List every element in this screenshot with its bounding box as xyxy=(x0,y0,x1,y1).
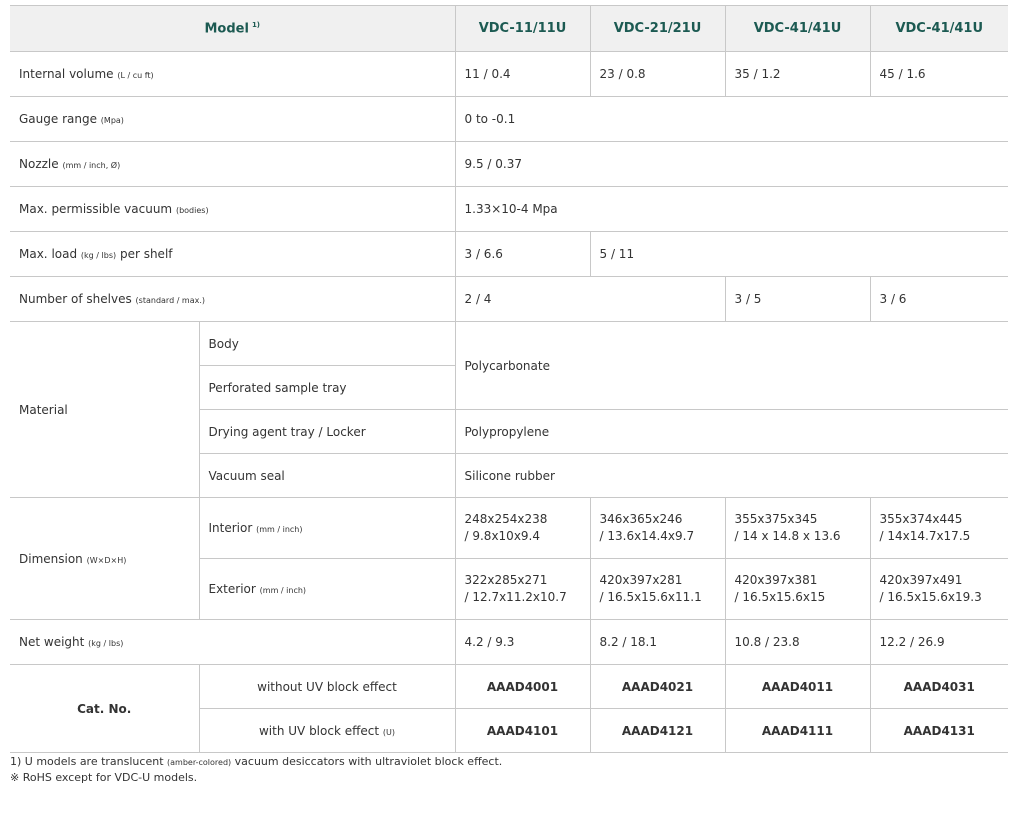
material-drying-label: Drying agent tray / Locker xyxy=(199,410,455,454)
shelves-label: Number of shelves (standard / max.) xyxy=(10,277,455,322)
material-label: Material xyxy=(10,322,199,498)
cat-without-3: AAAD4011 xyxy=(725,665,870,709)
cat-without-2: AAAD4021 xyxy=(590,665,725,709)
internal-volume-3: 35 / 1.2 xyxy=(725,52,870,97)
net-weight-row xyxy=(10,620,1008,665)
max-load-label: Max. load (kg / lbs) per shelf xyxy=(10,232,455,277)
footnote-2: ※ RoHS except for VDC-U models. xyxy=(10,771,198,784)
internal-volume-row xyxy=(10,52,1008,97)
cat-with-label: with UV block effect (U) xyxy=(199,709,455,753)
gauge-range-value: 0 to -0.1 xyxy=(455,97,1008,142)
exterior-4: 420x397x491 / 16.5x15.6x19.3 xyxy=(870,559,1008,620)
gauge-range-row xyxy=(10,97,1008,142)
model-3: VDC-41/41U xyxy=(725,6,870,52)
interior-3: 355x375x345 / 14 x 14.8 x 13.6 xyxy=(725,498,870,559)
interior-2: 346x365x246 / 13.6x14.4x9.7 xyxy=(590,498,725,559)
shelves-2: 3 / 5 xyxy=(725,277,870,322)
material-seal-label: Vacuum seal xyxy=(199,454,455,498)
internal-volume-2: 23 / 0.8 xyxy=(590,52,725,97)
max-load-2: 5 / 11 xyxy=(590,232,1008,277)
max-vacuum-label: Max. permissible vacuum (bodies) xyxy=(10,187,455,232)
internal-volume-label: Internal volume (L / cu ft) xyxy=(10,52,455,97)
spec-table xyxy=(10,5,1008,753)
exterior-2: 420x397x281 / 16.5x15.6x11.1 xyxy=(590,559,725,620)
exterior-label: Exterior (mm / inch) xyxy=(199,559,455,620)
max-load-row xyxy=(10,232,1008,277)
nozzle-row xyxy=(10,142,1008,187)
net-weight-4: 12.2 / 26.9 xyxy=(870,620,1008,665)
net-weight-label: Net weight (kg / lbs) xyxy=(10,620,455,665)
nozzle-label: Nozzle (mm / inch, Ø) xyxy=(10,142,455,187)
cat-label: Cat. No. xyxy=(10,665,199,753)
cat-with-3: AAAD4111 xyxy=(725,709,870,753)
material-polycarbonate: Polycarbonate xyxy=(455,322,1008,410)
footnote-1: 1) U models are translucent (amber-colored) vacuum desiccators with ultraviolet block effect. xyxy=(10,755,503,768)
cat-without-label: without UV block effect xyxy=(199,665,455,709)
shelves-1: 2 / 4 xyxy=(455,277,725,322)
max-load-1: 3 / 6.6 xyxy=(455,232,590,277)
material-tray-label: Perforated sample tray xyxy=(199,366,455,410)
shelves-3: 3 / 6 xyxy=(870,277,1008,322)
gauge-range-label: Gauge range (Mpa) xyxy=(10,97,455,142)
model-1: VDC-11/11U xyxy=(455,6,590,52)
model-4: VDC-41/41U xyxy=(870,6,1008,52)
cat-with-4: AAAD4131 xyxy=(870,709,1008,753)
exterior-1: 322x285x271 / 12.7x11.2x10.7 xyxy=(455,559,590,620)
max-vacuum-row xyxy=(10,187,1008,232)
shelves-row xyxy=(10,277,1008,322)
nozzle-value: 9.5 / 0.37 xyxy=(455,142,1008,187)
header-row xyxy=(10,6,1008,52)
internal-volume-4: 45 / 1.6 xyxy=(870,52,1008,97)
material-body-label: Body xyxy=(199,322,455,366)
model-2: VDC-21/21U xyxy=(590,6,725,52)
cat-with-2: AAAD4121 xyxy=(590,709,725,753)
net-weight-1: 4.2 / 9.3 xyxy=(455,620,590,665)
max-vacuum-value: 1.33×10-4 Mpa xyxy=(455,187,1008,232)
cat-with-1: AAAD4101 xyxy=(455,709,590,753)
interior-1: 248x254x238 / 9.8x10x9.4 xyxy=(455,498,590,559)
exterior-3: 420x397x381 / 16.5x15.6x15 xyxy=(725,559,870,620)
interior-4: 355x374x445 / 14x14.7x17.5 xyxy=(870,498,1008,559)
internal-volume-1: 11 / 0.4 xyxy=(455,52,590,97)
material-body-row xyxy=(10,322,1008,366)
net-weight-3: 10.8 / 23.8 xyxy=(725,620,870,665)
cat-without-4: AAAD4031 xyxy=(870,665,1008,709)
dimension-label: Dimension (W×D×H) xyxy=(10,498,199,620)
model-header: Model $^{1)}$ xyxy=(10,6,455,52)
material-silicone: Silicone rubber xyxy=(455,454,1008,498)
cat-without-1: AAAD4001 xyxy=(455,665,590,709)
footnotes xyxy=(10,754,502,785)
material-polypropylene: Polypropylene xyxy=(455,410,1008,454)
cat-without-row xyxy=(10,665,1008,709)
interior-label: Interior (mm / inch) xyxy=(199,498,455,559)
net-weight-2: 8.2 / 18.1 xyxy=(590,620,725,665)
dimension-interior-row xyxy=(10,498,1008,559)
